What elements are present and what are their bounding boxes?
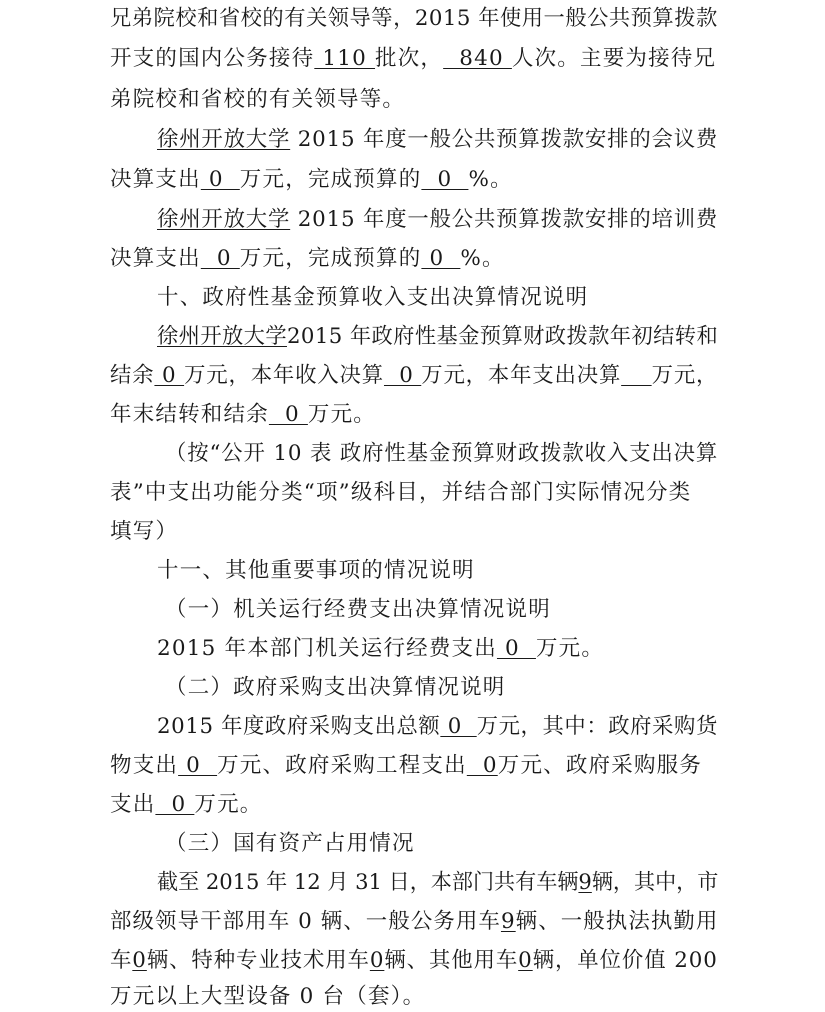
filled-value: 0 xyxy=(178,753,218,778)
text: 决算支出 xyxy=(110,246,201,271)
filled-value: 0 xyxy=(421,167,469,192)
text: 万元、政府采购工程支出 xyxy=(217,753,467,778)
section-heading xyxy=(157,556,475,586)
filled-value: 0 xyxy=(440,714,477,739)
text: 万元。 xyxy=(535,636,605,661)
paragraph-line xyxy=(110,4,718,34)
text: （按“公开 10 表 政府性基金预算财政拨款收入支出决算 xyxy=(165,441,719,466)
filled-value: 9 xyxy=(500,909,516,934)
text: 结余 xyxy=(110,363,155,388)
paragraph-line xyxy=(110,400,376,430)
text: （二）政府采购支出决算情况说明 xyxy=(165,675,506,700)
filled-value: 0 xyxy=(421,246,461,271)
text: %。 xyxy=(460,246,505,271)
unit-name: 徐州开放大学 xyxy=(157,207,291,232)
subsection-heading xyxy=(165,829,415,859)
text: 2015 年本部门机关运行经费支出 xyxy=(157,636,497,661)
filled-value: 840 xyxy=(443,46,512,71)
note-line xyxy=(110,517,178,547)
text: 物支出 xyxy=(110,753,179,778)
paragraph-line xyxy=(157,868,718,898)
text: 十一、其他重要事项的情况说明 xyxy=(157,558,475,583)
paragraph-line xyxy=(110,165,513,195)
filled-value: 0 xyxy=(466,753,498,778)
paragraph-line xyxy=(110,361,718,391)
text: 决算支出 xyxy=(110,167,201,192)
note-line xyxy=(165,439,718,469)
subsection-heading xyxy=(165,595,551,625)
text: 截至 2015 年 12 月 31 日，本部门共有车辆 xyxy=(157,870,579,895)
text: 辆、其他用车 xyxy=(384,948,519,973)
text: 辆，单位价值 200 xyxy=(532,948,718,973)
paragraph-line xyxy=(110,982,425,1012)
paragraph-line xyxy=(110,907,718,937)
text: 弟院校和省校的有关领导等。 xyxy=(110,87,406,112)
filled-value: 0 xyxy=(369,948,385,973)
text: 辆、特种专业技术用车 xyxy=(146,948,370,973)
paragraph-line xyxy=(110,244,505,274)
text: 万元， xyxy=(651,363,719,388)
text: 万元。 xyxy=(194,792,263,817)
text: 万元，本年支出决算 xyxy=(421,363,622,388)
text: 2015 年政府性基金预算财政拨款年初结转和 xyxy=(286,324,719,349)
text: 辆，其中，市 xyxy=(591,870,719,895)
paragraph-line xyxy=(110,85,405,115)
paragraph-line xyxy=(110,946,718,976)
paragraph-line xyxy=(157,125,718,155)
text: 万元，其中：政府采购货 xyxy=(476,714,718,739)
text: 辆、一般执法执勤用 xyxy=(515,909,719,934)
text: 填写） xyxy=(110,519,179,544)
unit-name: 徐州开放大学 xyxy=(157,127,291,152)
filled-value: 0 xyxy=(496,636,536,661)
text: %。 xyxy=(468,167,513,192)
unit-name: 徐州开放大学 xyxy=(157,324,287,349)
blank-value xyxy=(621,363,651,388)
subsection-heading xyxy=(165,673,506,703)
text: 车 xyxy=(110,948,133,973)
paragraph-line xyxy=(157,205,718,235)
filled-value: 0 xyxy=(383,363,422,388)
note-line xyxy=(110,478,691,508)
text: 部级领导干部用车 0 辆、一般公务用车 xyxy=(110,909,501,934)
paragraph-line xyxy=(157,712,718,742)
text: 万元，本年收入决算 xyxy=(184,363,384,388)
text: 批次， xyxy=(375,46,444,71)
paragraph-line xyxy=(110,751,702,781)
filled-value: 110 xyxy=(314,46,376,71)
text: （三）国有资产占用情况 xyxy=(165,831,415,856)
paragraph-line xyxy=(110,44,716,74)
text: 万元以上大型设备 0 台（套）。 xyxy=(110,984,426,1009)
text: 2015 年度政府采购支出总额 xyxy=(157,714,441,739)
text: 万元，完成预算的 xyxy=(239,167,422,192)
filled-value: 0 xyxy=(200,167,240,192)
text: 人次。主要为接待兄 xyxy=(511,46,717,71)
filled-value: 0 xyxy=(154,363,185,388)
section-heading xyxy=(157,283,588,313)
text: 2015 年度一般公共预算拨款安排的培训费 xyxy=(290,207,719,232)
text: 开支的国内公务接待 xyxy=(110,46,315,71)
text: 万元。 xyxy=(307,402,376,427)
paragraph-line xyxy=(157,634,604,664)
text: 万元，完成预算的 xyxy=(239,246,422,271)
text: 万元、政府采购服务 xyxy=(497,753,703,778)
text: 2015 年度一般公共预算拨款安排的会议费 xyxy=(290,127,719,152)
text: 支出 xyxy=(110,792,156,817)
filled-value: 0 xyxy=(132,948,147,973)
filled-value: 0 xyxy=(518,948,533,973)
text: 年末结转和结余 xyxy=(110,402,269,427)
paragraph-line xyxy=(157,322,718,352)
text: （一）机关运行经费支出决算情况说明 xyxy=(165,597,551,622)
paragraph-line xyxy=(110,790,263,820)
filled-value: 0 xyxy=(200,246,240,271)
filled-value: 9 xyxy=(578,870,592,895)
text: 表”中支出功能分类“项”级科目，并结合部门实际情况分类 xyxy=(110,480,692,505)
filled-value: 0 xyxy=(155,792,195,817)
filled-value: 0 xyxy=(268,402,308,427)
text: 兄弟院校和省校的有关领导等，2015 年使用一般公共预算拨款 xyxy=(110,6,718,31)
text: 十、政府性基金预算收入支出决算情况说明 xyxy=(157,285,589,310)
